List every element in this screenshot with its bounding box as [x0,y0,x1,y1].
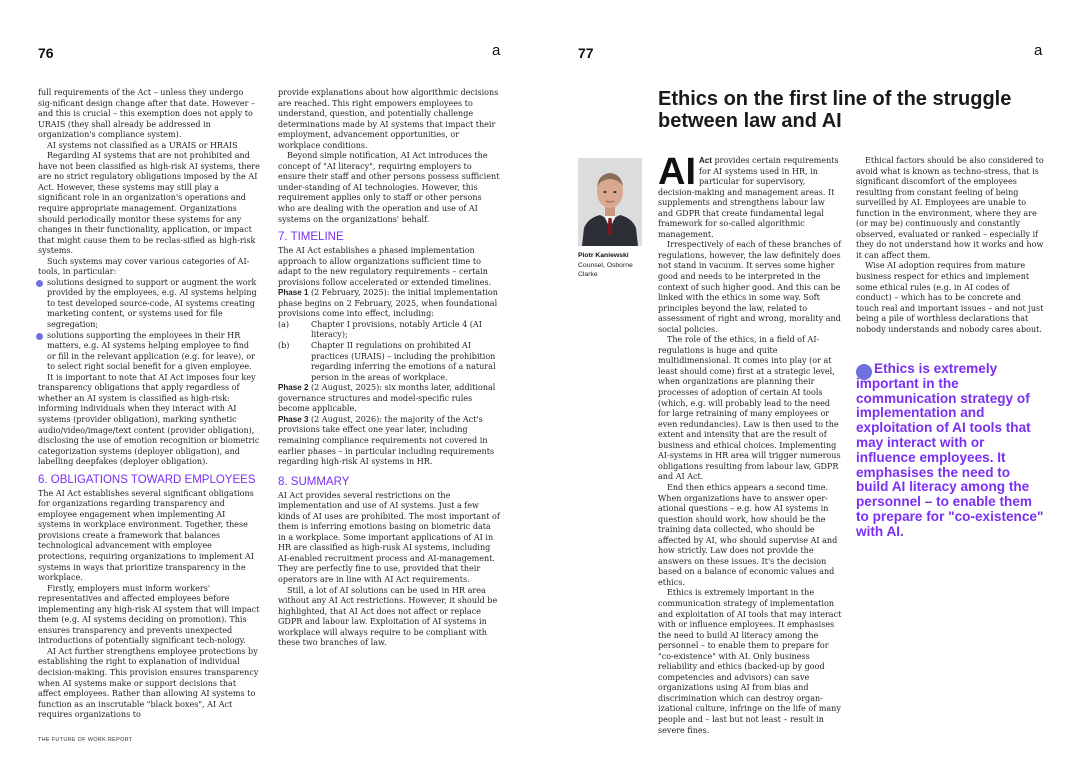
paragraph: Regarding AI systems that are not prohibited and have not been classified as high-risk AI systems, there are no strict regulatory obligations imposed by the AI Act. However, these systems may still play a significant role in an organization's operations and require appropriate management. Organizations should periodically monitor these systems for any changes in their functionality, application, or impact that might cause them to be reclas-sified as high-risk systems. [38,151,260,256]
page-number: 77 [578,45,594,61]
author-photo [578,158,642,246]
bullet-item: solutions designed to support or augment the work provided by the employees, e.g. AI systems helping to test developed source-code, AI systems creating marketing content, or systems used for file segregation; [38,278,260,331]
list-item: (b) Chapter II regulations on prohibited AI practices (URAIS) – including the prohibition regarding inferring the emotions of a natural person in the areas of workplace. [278,341,496,382]
paragraph: AI Act provides several restrictions on the implementation and use of AI systems. Just a few kinds of AI uses are prohibited. The most important of them is inferring emotions basing on biometric data in a workplace. Some important applications of AI in HR are classified as high-rusk AI systems, including AI-enabled recruitment process and AI-management. They are perfectly fine to use, provided that their operators are in line with AI Act requirements. [278,490,500,584]
article-title: Ethics on the first line of the struggle between law and AI [658,88,1012,132]
section-heading: 7. TIMELINE [278,231,344,244]
author-portrait-icon [578,158,642,246]
phase-label: Phase 1 [278,288,309,298]
left-column-2 [278,88,500,649]
footer-text: THE FUTURE OF WORK REPORT [38,737,133,743]
section-heading: 6. OBLIGATIONS TOWARD EMPLOYEES [38,473,256,486]
paragraph: The AI Act establishes a phased implementation approach to allow organizations sufficient time to adapt to the new regulatory requirements – certain provisions follow accelerated or extended timelines. [278,246,492,287]
bullet-dot-icon [36,280,43,287]
author-role: Counsel, Osborne Clarke [578,262,633,278]
paragraph: Ethics is extremely important in the communication strategy of implementation and exploitation of AI tools that may interact with or influence employees. It emphasises the need to build AI literacy among the personnel – to enable them to prepare for "co-existence" with AI. Only business reliability and ethics (backed-up by good competencies and advisors) can save organizations using AI from bias and discrimination which can destroy organ-izational culture, infringe on the life of many people and – last but not least – result in severe fines. [658,588,842,735]
paragraph: The role of the ethics, in a field of AI-regulations is huge and quite multidimensional. It comes into play (or at least should come) first at a strategic level, when organizations are planning their processes of adoption of certain AI tools (which, e.g. will probably lead to the need for large retraining of many employees or even redundancies). Law is then used to the extent and intensity that are the result of business and ethical choices. Implementing AI-systems in HR area will trigger numerous obligations resulting from labour law, GDPR and AI Act. [658,335,841,482]
left-column-1 [38,88,260,721]
page-number: 76 [38,45,54,61]
paragraph: Irrespectively of each of these branches of regulations, however, the law definitely does not stand in vacuum. It serves some higher good and needs to be interpreted in the context of such higher good. And this can be linked with the ethics in some way. Soft principles beyond the law, related to assessment of right and wrong, morality and social policies. [658,240,842,334]
lead-paragraph: AI Act provides certain requirements for AI systems used in HR, in particular for supervisory, decision-making and management areas. It supplements and strengthens labour law and GDPR that create fundamental legal framework for so-called algorithmic management. [658,151,839,239]
right-column-2 [856,156,1046,335]
pull-quote: Ethics is extremely important in the communication strategy of implementation and exploitation of AI tools that may interact with or influence employees. It emphasises the need to build AI literacy among the personnel – to enable them to prepare for "co-existence" with AI. [856,361,1044,539]
paragraph: Firstly, employers must inform workers' representatives and affected employees before implementing any high-risk AI system that will impact them (e.g. AI systems deciding on promotion). This ensures transparency and prevents unexpected introductions of potentially significant tech-nology. [38,583,260,646]
paragraph: Such systems may cover various categories of AI-tools, in particular: [38,256,250,277]
paragraph: AI systems not classified as a URAIS or HRAIS [47,140,238,150]
section-heading: 8. SUMMARY [278,475,350,488]
list-item: (a) Chapter I provisions, notably Article 4 (AI literacy); [278,319,482,340]
author-name: Piotr Kaniewski [578,252,629,259]
paragraph: Phase 3 (2 August, 2026): the majority of the Act's provisions take effect one year later, including remaining compliance requirements not covered in earlier phases – in particular including requirements regarding high-risk AI systems in HR. [278,414,495,467]
right-page [540,0,1080,764]
phase-label: Phase 3 [278,414,309,424]
brand-logo: a [492,42,501,59]
phase-label: Phase 2 [278,383,309,393]
paragraph: provide explanations about how algorithmic decisions are reached. This right empowers employees to understand, question, and potentially challenge determinations made by AI systems that impact their employment, advancement opportunities, or workplace conditions. [278,88,499,150]
bullet-dot-icon [36,333,43,340]
paragraph: Phase 1 (2 February, 2025): the initial implementation phase begins on 2 February, 2025, when foundational provisions come into effect, including: [278,288,498,319]
right-column-1 [658,151,842,736]
paragraph: Phase 2 (2 August, 2025): six months later, additional governance structures and model-specific rules become applicable. [278,383,496,414]
paragraph: AI Act further strengthens employee protections by establishing the right to explanation of individual decision-making. This provision ensures transparency when AI systems make or support decisions that affect employees. Rather than allowing AI systems to function as an inscrutable "black boxes", AI Act requires organizations to [38,646,259,720]
paragraph: Ethical factors should be also considered to avoid what is known as techno-stress, that is significant discomfort of the employees resulting from constant feeling of being surveilled by AI. Employees are unable to function in the environment, where they are (or may be) continuously and constantly observed, evaluated or ranked – especially if they do not understand how it works and how it can affect them. [856,156,1044,260]
paragraph: Beyond simple notification, AI Act introduces the concept of "AI literacy", requiring employers to ensure their staff and other persons possess sufficient under-standing of AI technologies. However, this requirement applies only to staff or other persons who are dealing with the operation and use of AI systems on the organizations' behalf. [278,151,500,224]
paragraph: The AI Act establishes several significant obligations for organizations regarding transparency and employee engagement when implementing AI systems in workplace environment. Together, these provisions create a framework that balances technological advancement with employee protections, requiring organizations to implement AI systems in ways that prioritize transparency in the workplace. [38,488,254,583]
brand-logo: a [1034,42,1043,59]
bullet-item: solutions supporting the employees in their HR matters, e.g. AI systems helping employee to find or fill in the relevant application (e.g. for leave), or to select right social benefit for a given employee. [38,331,260,373]
paragraph: full requirements of the Act – unless they undergo sig-nificant design change after that date. However – and this is crucial – this exemption does not apply to URAIS (they shall already be addressed in organization's compliance system). [38,88,256,140]
paragraph: End then ethics appears a second time. When organizations have to answer oper-ational questions – e.g. how AI systems in question should work, how should be the training data collected, who should be affected by AI, who should supervise AI and how strictly. Law does not provide the answers on these issues. It's the decision based on a balance of economic values and ethics. [658,482,838,587]
paragraph: Wise AI adoption requires from mature business respect for ethics and implement some ethical rules (e.g. in AI codes of conduct) – which has to be concrete and touch real and important issues – and not just being a pile of worthless declarations that nobody understands and nobody cares about. [856,261,1044,334]
paragraph: It is important to note that AI Act imposes four key transparency obligations that apply regardless of whether an AI system is classified as high-risk: informing individuals when they interact with AI systems (provider obligation), marking synthetic audio/video/image/text content (provider obligation), disclosing the use of emotion recognition or biometric categorization systems (deployer obligation), and labelling deepfakes (deployer obligation). [38,372,260,467]
dropcap: AI [658,151,696,193]
paragraph: Still, a lot of AI solutions can be used in HR area without any AI Act restrictions. However, it should be highlighted, that AI Act does not affect or replace GDPR and labour law. Exploitation of AI systems in workplace will always require to be compliant with these two branches of law. [278,585,498,648]
